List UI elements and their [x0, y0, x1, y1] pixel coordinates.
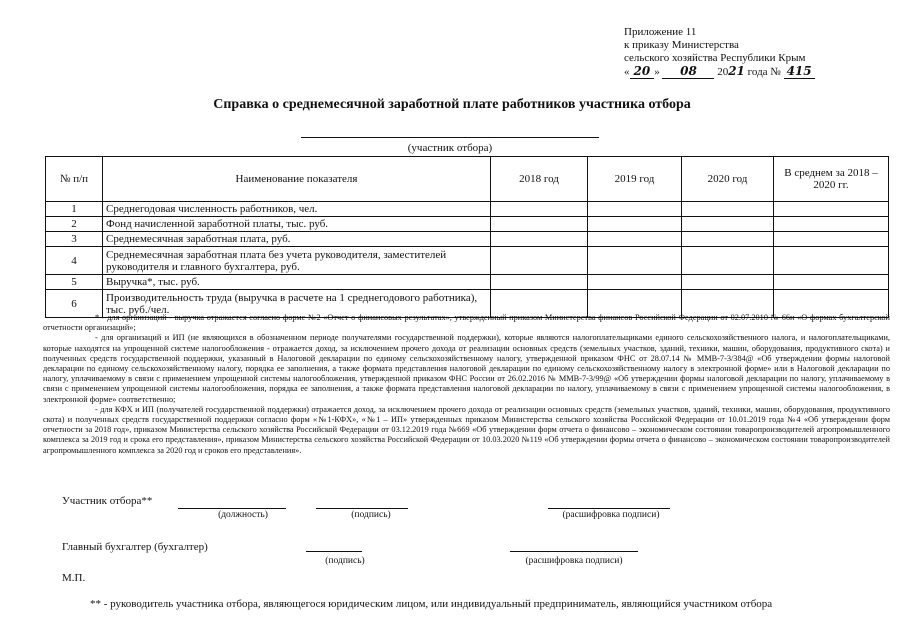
handwritten-number: 415 [784, 64, 815, 79]
col-number-header: № п/п [46, 157, 103, 202]
annex-header [624, 26, 894, 79]
cell-2019 [588, 217, 682, 232]
cell-2020 [682, 217, 774, 232]
cell-average [774, 232, 889, 247]
table-row [46, 247, 889, 275]
col-average-header: В среднем за 2018 – 2020 гг. [774, 157, 889, 202]
document-title: Справка о среднемесячной заработной плате работников участника отбора [213, 97, 691, 112]
note-kfh-ip: - для КФХ и ИП (получателей государственной поддержки) отражается доход, за исключением прочего дохода от реализации основных средств (земельных участков, зданий, техники, машин, оборудования, продуктивного скота) и полученных средств государственной поддержки согласно форм «№1-КФХ», «№1 – ИП» утвержденных приказом Министерства сельского хозяйства Российской Федерации от 10.01.2019 года №4 «Об утверждении форм отчетности за 2018 год», приказом Министерства сельского хозяйства Российской Федерации от 03.12.2019 года №669 «Об утверждении форм отчета о финансово – экономическом состоянии товаропроизводителей агропромышленного комплекса за 2019 год и срока его представления», приказом Министерства сельского хозяйства Российской Федерации от 10.03.2020 №119 «Об утверждении формы отчета о финансово – экономическом состоянии товаропроизводителей агропромышленного комплекса за 2020 год и сроков его представления». [43, 404, 890, 455]
cell-average [774, 275, 889, 290]
signature-line [316, 508, 408, 509]
participant-signature-label: Участник отбора** [62, 495, 153, 507]
table-header-row [46, 157, 889, 202]
cell-2018 [491, 202, 588, 217]
participant-name-line [301, 137, 599, 138]
cell-average [774, 247, 889, 275]
cell-2020 [682, 275, 774, 290]
cell-2020 [682, 247, 774, 275]
row-number: 2 [46, 217, 103, 232]
salary-table [45, 156, 889, 318]
row-number: 5 [46, 275, 103, 290]
cell-2018 [491, 275, 588, 290]
cell-2018 [491, 217, 588, 232]
col-name-header: Наименование показателя [103, 157, 491, 202]
row-number: 1 [46, 202, 103, 217]
col-2020-header: 2020 год [682, 157, 774, 202]
annex-date-line: « 20 » 08 2021 года № 415 [624, 65, 894, 79]
position-line [178, 508, 286, 509]
cell-2019 [588, 232, 682, 247]
cell-2018 [491, 232, 588, 247]
signature-caption: (подпись) [351, 510, 391, 520]
table-row [46, 275, 889, 290]
cell-average [774, 217, 889, 232]
acc-signature-line [306, 551, 362, 552]
cell-2020 [682, 202, 774, 217]
handwritten-day: 20 [630, 64, 655, 79]
cell-average [774, 202, 889, 217]
annex-line-2: к приказу Министерства [624, 39, 739, 51]
note-revenue-organizations: * - для организаций - выручка отражается согласно форме №2 «Отчет о финансовых результатах», утвержденный приказом Министерства финансов Российской Федерации от 02.07.2010 № 66н «О формах бухгалтерской отчетности организаций»; [43, 313, 890, 333]
table-row [46, 217, 889, 232]
row-indicator-name: Среднемесячная заработная плата, руб. [103, 232, 491, 247]
acc-decoding-line [510, 551, 638, 552]
decoding-caption: (расшифровка подписи) [562, 510, 660, 520]
annex-line-3: сельского хозяйства Республики Крым [624, 52, 806, 64]
position-caption: (должность) [218, 510, 268, 520]
participant-caption: (участник отбора) [407, 142, 493, 154]
cell-2019 [588, 202, 682, 217]
chief-accountant-label: Главный бухгалтер (бухгалтер) [62, 541, 208, 553]
acc-decoding-caption: (расшифровка подписи) [525, 556, 623, 566]
cell-2020 [682, 232, 774, 247]
row-indicator-name: Выручка*, тыс. руб. [103, 275, 491, 290]
acc-signature-caption: (подпись) [325, 556, 365, 566]
row-indicator-name: Среднемесячная заработная плата без учета руководителя, заместителей руководителя и главного бухгалтера, руб. [103, 247, 491, 275]
row-number: 4 [46, 247, 103, 275]
col-2018-header: 2018 год [491, 157, 588, 202]
footnote-participant: ** - руководитель участника отбора, являющегося юридическим лицом, или индивидуальный предприниматель, являющийся участником отбора [90, 598, 773, 610]
cell-2018 [491, 247, 588, 275]
row-number: 3 [46, 232, 103, 247]
row-number: 6 [46, 290, 103, 318]
table-row [46, 202, 889, 217]
annex-line-1: Приложение 11 [624, 26, 697, 38]
decoding-line [548, 508, 670, 509]
cell-2019 [588, 275, 682, 290]
table-row [46, 232, 889, 247]
table-notes [43, 313, 890, 456]
handwritten-year: 21 [728, 64, 745, 78]
handwritten-month: 08 [662, 65, 714, 79]
row-indicator-name: Производительность труда (выручка в расчете на 1 среднегодового работника), тыс. руб./чел. [103, 290, 491, 318]
stamp-place: М.П. [62, 572, 86, 584]
col-2019-header: 2019 год [588, 157, 682, 202]
note-tax-payers: - для организаций и ИП (не являющихся в обозначенном периоде получателями государственной поддержки), которые являются налогоплательщиками единого сельскохозяйственного налога, и налогоплательщиками, которые находятся на упрощенной системе налогообложения - отражается доход, за исключением прочего дохода от реализации основных средств (земельных участков, зданий, техники, машин, оборудования, продуктивного скота) и полученных средств государственной поддержки, указанный в Налоговой декларации по единому сельскохозяйственному налогу, утвержденной приказом ФНС от 28.07.14 № ММВ-7-3/384@ «Об утверждении формы налоговой декларации по единому сельскохозяйственному налогу, порядка ее заполнения, а также формата представления налоговой декларации по единому сельскохозяйственному налогу в электронной форме» или в Налоговой декларации по налогу, уплачиваемому в связи с применением упрощенной системы налогообложения, утвержденной приказом ФНС России от 26.02.2016 № ММВ-7-3/99@ «Об утверждении формы налоговой декларации по налогу, уплачиваемому в связи с применением упрощенной системы налогообложения, порядка ее заполнения, а также формата представления налоговой декларации по налогу, уплачиваемому в связи с применением упрощенной системы налогообложения, в электронной форме» соответственно; [43, 333, 890, 404]
row-indicator-name: Фонд начисленной заработной платы, тыс. руб. [103, 217, 491, 232]
cell-2019 [588, 247, 682, 275]
row-indicator-name: Среднегодовая численность работников, чел. [103, 202, 491, 217]
